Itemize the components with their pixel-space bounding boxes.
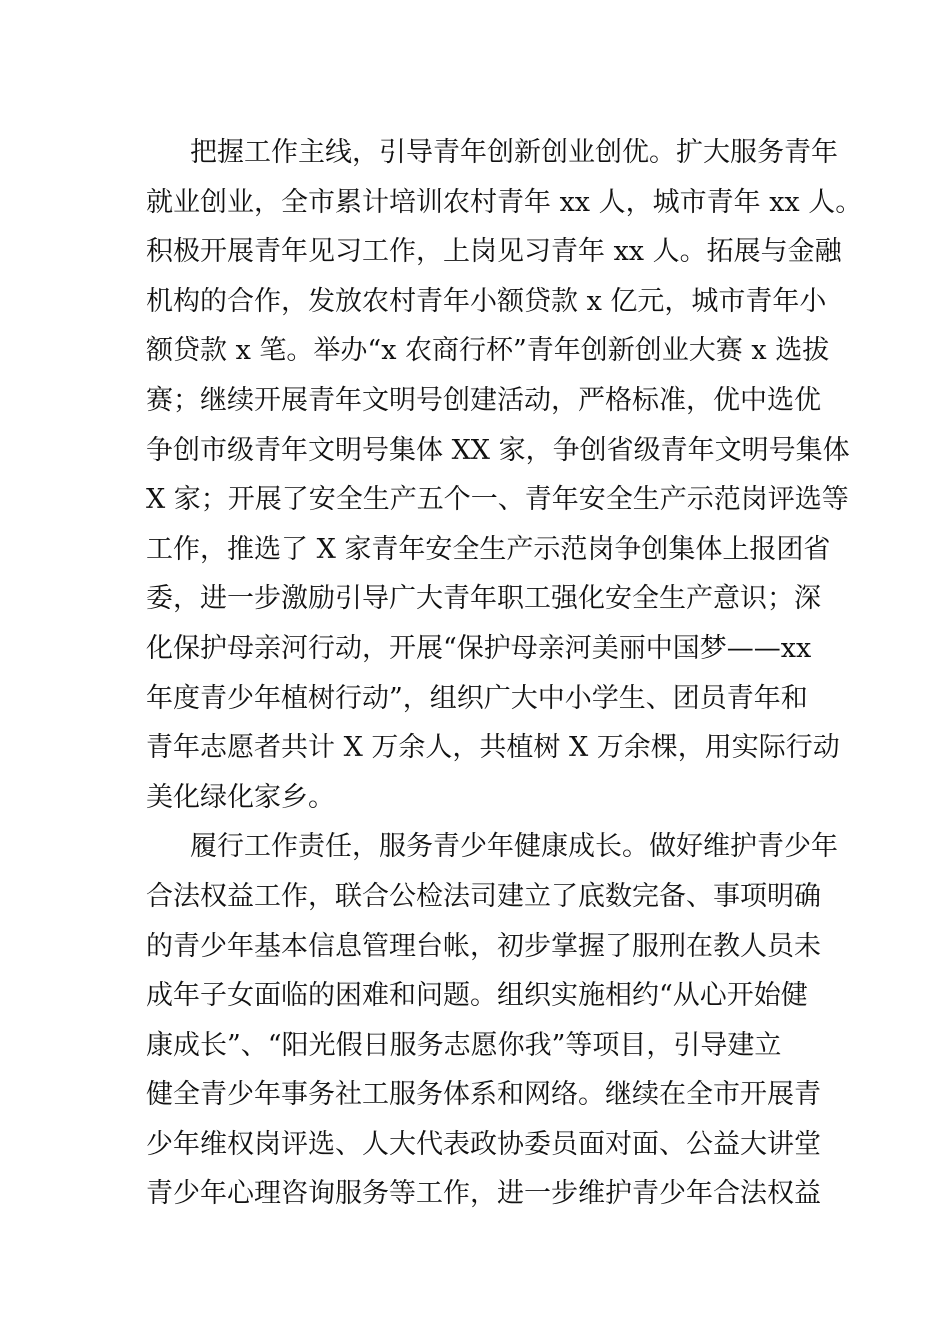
paragraph-line: 合法权益工作，联合公检法司建立了底数完备、事项明确: [146, 880, 821, 912]
paragraph-line: 委，进一步激励引导广大青年职工强化安全生产意识；深: [146, 583, 821, 615]
paragraph-line: 美化绿化家乡。: [146, 781, 335, 813]
body-text: [146, 128, 863, 1219]
paragraph-line: 争创市级青年文明号集体 XX 家，争创省级青年文明号集体: [146, 434, 850, 466]
paragraph-line: 化保护母亲河行动，开展“保护母亲河美丽中国梦——xx: [146, 632, 812, 664]
paragraph-line: 青少年心理咨询服务等工作，进一步维护青少年合法权益: [146, 1178, 821, 1210]
paragraph-line: 赛；继续开展青年文明号创建活动，严格标准，优中选优: [146, 384, 821, 416]
paragraph-line: 履行工作责任，服务青少年健康成长。做好维护青少年: [190, 831, 838, 863]
paragraph-line: 就业创业，全市累计培训农村青年 xx 人，城市青年 xx 人。: [146, 186, 863, 218]
paragraph-line: 康成长”、“阳光假日服务志愿你我”等项目，引导建立: [146, 1029, 782, 1061]
paragraph-line: 工作，推选了 X 家青年安全生产示范岗争创集体上报团省: [146, 533, 831, 565]
paragraph-line: 年度青少年植树行动”，组织广大中小学生、团员青年和: [146, 682, 808, 714]
paragraph-line: 成年子女面临的困难和问题。组织实施相约“从心开始健: [146, 980, 808, 1012]
paragraph-2: [146, 822, 838, 1219]
paragraph-line: 额贷款 x 笔。举办“x 农商行杯”青年创新创业大赛 x 选拔: [146, 335, 830, 367]
paragraph-line: 健全青少年事务社工服务体系和网络。继续在全市开展青: [146, 1079, 821, 1111]
paragraph-line: 青年志愿者共计 X 万余人，共植树 X 万余棵，用实际行动: [146, 732, 840, 764]
paragraph-line: 少年维权岗评选、人大代表政协委员面对面、公益大讲堂: [146, 1128, 821, 1160]
paragraph-line: X 家；开展了安全生产五个一、青年安全生产示范岗评选等: [146, 484, 849, 516]
paragraph-1: [146, 128, 863, 822]
paragraph-line: 积极开展青年见习工作，上岗见习青年 xx 人。拓展与金融: [146, 236, 842, 268]
paragraph-line: 把握工作主线，引导青年创新创业创优。扩大服务青年: [190, 137, 838, 168]
paragraph-line: 机构的合作，发放农村青年小额贷款 x 亿元，城市青年小: [146, 285, 827, 317]
paragraph-line: 的青少年基本信息管理台帐，初步掌握了服刑在教人员未: [146, 930, 821, 962]
